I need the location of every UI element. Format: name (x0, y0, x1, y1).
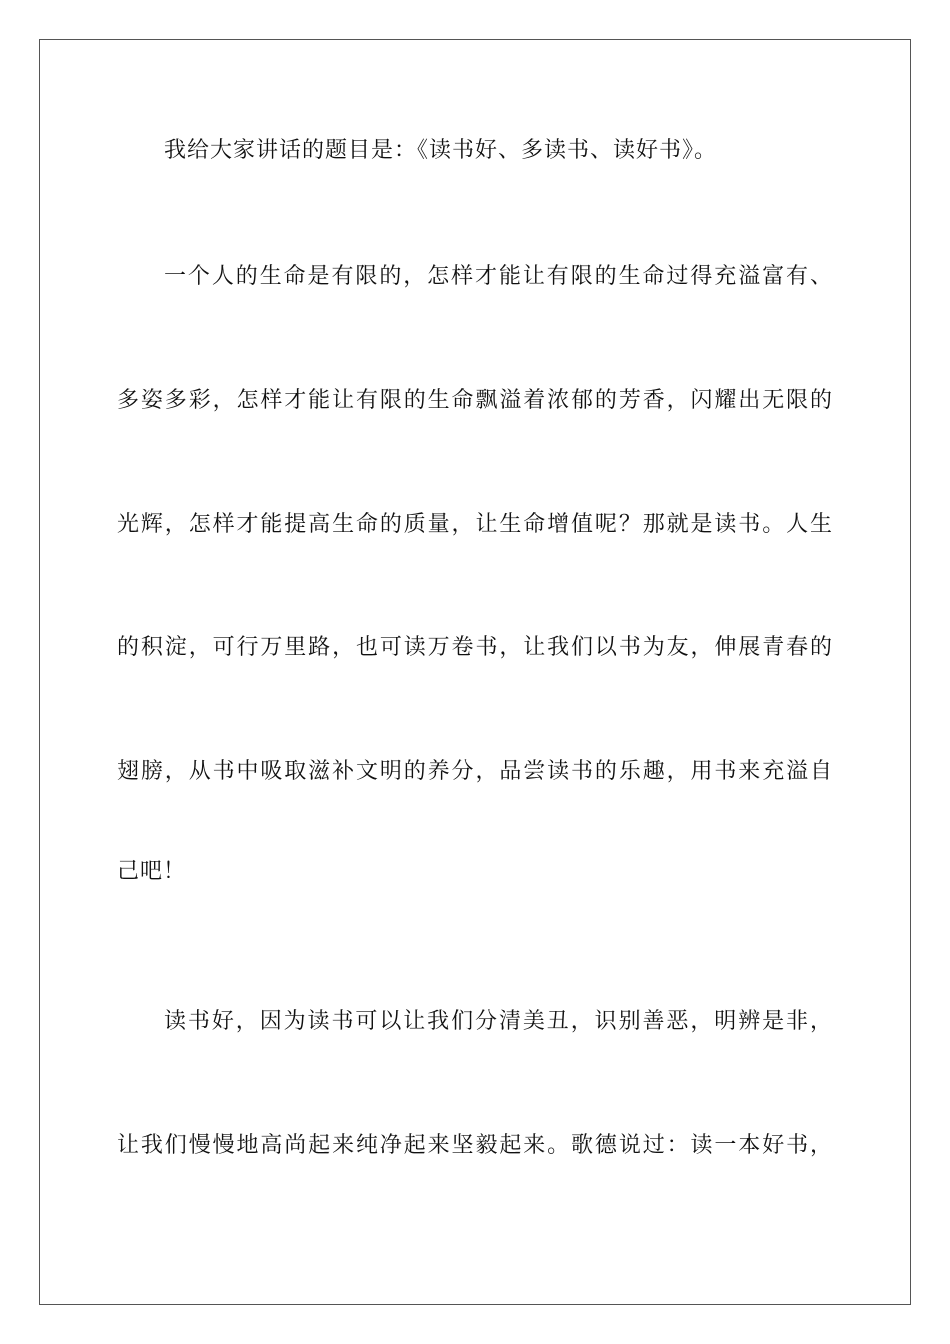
paragraph-2-line-1: 一个人的生命是有限的，怎样才能让有限的生命过得充溢富有、 (164, 264, 833, 289)
page-border (39, 39, 911, 1305)
paragraph-2-line-3: 光辉，怎样才能提高生命的质量，让生命增值呢？那就是读书。人生 (117, 512, 833, 537)
paragraph-2-line-5: 翅膀，从书中吸取滋补文明的养分，品尝读书的乐趣，用书来充溢自 (117, 759, 833, 784)
paragraph-2-line-6: 己吧！ (117, 859, 187, 884)
paragraph-3-line-1: 读书好，因为读书可以让我们分清美丑，识别善恶，明辨是非， (164, 1009, 833, 1034)
paragraph-2-line-2: 多姿多彩，怎样才能让有限的生命飘溢着浓郁的芳香，闪耀出无限的 (117, 388, 833, 413)
paragraph-2-line-4: 的积淀，可行万里路，也可读万卷书，让我们以书为友，伸展青春的 (117, 635, 833, 660)
paragraph-3-line-2: 让我们慢慢地高尚起来纯净起来坚毅起来。歌德说过：读一本好书， (117, 1133, 833, 1158)
paragraph-1-line-1: 我给大家讲话的题目是：《读书好、多读书、读好书》。 (164, 138, 718, 163)
